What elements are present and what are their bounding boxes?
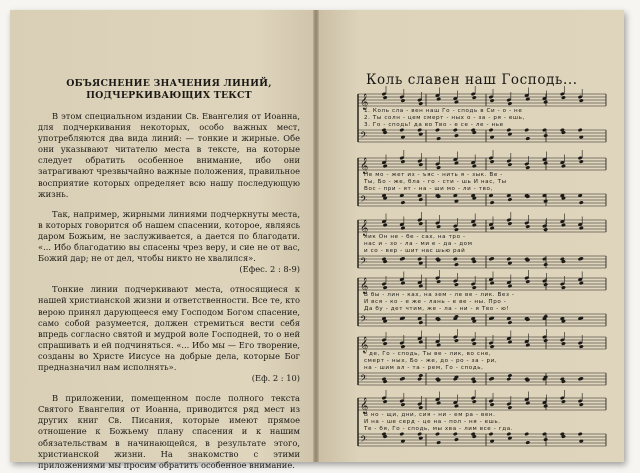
- lyric-line: 2. Ты солн - цем смерт - ных о - за - ря - ешь,: [364, 115, 525, 121]
- bass-note-head: [507, 261, 512, 265]
- treble-note-head: [525, 343, 530, 347]
- bass-clef-icon: 𝄢: [360, 373, 368, 386]
- treble-clef-icon: 𝄞: [360, 158, 369, 174]
- bass-note-head: [543, 133, 548, 137]
- hymn-title: Коль славен наш Господь...: [366, 72, 578, 88]
- treble-note-head: [525, 224, 530, 228]
- bass-note-head: [436, 136, 441, 140]
- bass-note-head: [418, 132, 423, 136]
- treble-note-head: [383, 95, 388, 99]
- bass-note-head: [454, 199, 459, 203]
- treble-note-head: [579, 402, 584, 406]
- treble-note-head: [472, 223, 477, 227]
- treble-note-head: [418, 284, 423, 288]
- treble-note-head: [525, 401, 530, 405]
- treble-note-head: [490, 159, 495, 163]
- bass-note-head: [400, 135, 405, 139]
- treble-note-head: [383, 164, 388, 168]
- treble-note-head: [383, 223, 388, 227]
- bass-note-head: [417, 257, 422, 261]
- lyric-line: на - шим ал - та - рем, Го - сподь,: [364, 365, 484, 371]
- lyric-line: В но - щи, дни, сия - ни - ем ра - вен.: [364, 412, 496, 418]
- lyric-line: лик Он не - бе - сах, на тро -: [364, 234, 466, 240]
- right-page: [316, 10, 624, 462]
- treble-note-head: [579, 281, 584, 285]
- treble-note-head: [454, 338, 459, 342]
- treble-clef-icon: 𝄞: [360, 278, 369, 294]
- bass-note-head: [543, 199, 548, 203]
- paragraph-3-reference: (Еф. 2 : 10): [251, 373, 300, 384]
- bass-note-head: [525, 136, 530, 140]
- lyric-line: Те - бя, Го - сподь, мы хва - лим все - гда.: [364, 426, 514, 432]
- bass-note-head: [436, 440, 441, 444]
- treble-note-head: [436, 343, 441, 347]
- paragraph-2-reference: (Ефес. 2 : 8-9): [239, 264, 300, 275]
- treble-clef-icon: 𝄞: [360, 220, 369, 236]
- bass-note-head: [418, 261, 423, 265]
- paragraph-4: В приложении, помещенном после полного текста Святого Евангелия от Иоанна, приводится ряд мест из других книг Св. Писания, которые имеют прямое отношение к Божьему плану спасения и к нашим обязательствам в начинающейся, в результате этого, христианской жизни. На знакомство с этими приложениями мы просим обратить особенное внимание.: [38, 393, 300, 470]
- bass-note-head: [400, 439, 405, 443]
- lyric-line: - де, Го - сподь, Ты ве - лик, во сне,: [364, 351, 492, 357]
- treble-note-head: [436, 401, 441, 405]
- treble-note-head: [454, 282, 459, 286]
- title-line-2: ПОДЧЕРКИВАЮЩИХ ТЕКСТ: [86, 90, 252, 101]
- treble-note-head: [561, 285, 566, 289]
- bass-clef-icon: 𝄢: [360, 130, 368, 143]
- page-title: [38, 78, 300, 102]
- bass-note-head: [507, 436, 512, 440]
- treble-note-head: [454, 227, 459, 231]
- paragraph-3: [38, 284, 300, 384]
- treble-note-head: [400, 402, 405, 406]
- treble-note-head: [507, 162, 512, 166]
- treble-note-head: [543, 338, 548, 342]
- treble-note-head: [490, 281, 495, 285]
- treble-note-head: [525, 165, 530, 169]
- lyric-line: нас и - зо - ла - ми е - да - дом: [364, 241, 473, 247]
- lyric-line: Не мо - жет из - ъяс - нить я - зык. Ве -: [364, 172, 503, 178]
- paragraph-2-text: Так, например, жирными линиями подчеркнуты места, в которых говорится об нашем спасении, которое, являясь даром Божьим, не заслуживается, а дается по благодати. «... Ибо благодатию вы спасены чрез веру, и сие не от вас, Божий дар; не от дел, чтобы никто не хвалился».: [38, 208, 300, 264]
- treble-note-head: [383, 399, 388, 403]
- treble-note-head: [561, 399, 566, 403]
- lyric-line: В бы - лин - ках, на зем - ле ве - лик. Вез -: [364, 292, 515, 298]
- treble-note-head: [579, 159, 584, 163]
- bass-note-head: [454, 133, 459, 137]
- bass-note-head: [507, 132, 512, 136]
- treble-note-head: [579, 98, 584, 102]
- bass-note-head: [507, 373, 512, 377]
- treble-note-head: [418, 101, 423, 105]
- bass-note-head: [400, 200, 405, 204]
- treble-note-head: [418, 221, 423, 225]
- treble-note-head: [561, 164, 566, 168]
- lyric-line: Вос - при - ят - на - ши мо - ли - тво,: [364, 186, 493, 192]
- treble-note-head: [507, 405, 512, 409]
- paragraph-2: [38, 209, 300, 276]
- bass-note-head: [418, 320, 423, 324]
- paragraph-3-text: Тонкие линии подчеркивают места, относящиеся к нашей христианской жизни и ответственности. Все те, кто верою принял дарующееся ему Господом Богом спасение, само собой разумеется, должен стремиться вести себя впредь согласно святой и мудрой воле Господней, то о ней спрашивать и ей подчиняться. «... Ибо мы — Его творение, созданы во Христе Иисусе на добрые дела, которые Бог предназначил нам исполнять».: [38, 284, 300, 372]
- bass-note-head: [543, 437, 548, 441]
- treble-note-head: [383, 341, 388, 345]
- bass-note-head: [490, 200, 495, 204]
- treble-note-head: [543, 282, 548, 286]
- treble-note-head: [490, 226, 495, 230]
- treble-clef-icon: 𝄞: [360, 398, 369, 414]
- bass-note-head: [418, 436, 423, 440]
- bass-note-head: [417, 377, 422, 381]
- treble-note-head: [490, 344, 495, 348]
- lyric-line: И на - ше серд - це на - пол - ня - ешь.: [364, 419, 501, 425]
- treble-note-head: [400, 226, 405, 230]
- treble-note-head: [561, 223, 566, 227]
- treble-note-head: [472, 341, 477, 345]
- bass-clef-icon: 𝄢: [360, 314, 368, 327]
- treble-note-head: [436, 165, 441, 169]
- bass-note-head: [418, 197, 423, 201]
- bass-clef-icon: 𝄢: [360, 256, 368, 269]
- treble-note-head: [436, 224, 441, 228]
- treble-note-head: [418, 162, 423, 166]
- treble-note-head: [507, 340, 512, 344]
- hymn-score: [330, 10, 620, 462]
- bass-note-head: [418, 373, 423, 377]
- treble-note-head: [400, 98, 405, 102]
- treble-note-head: [543, 100, 548, 104]
- treble-note-head: [543, 161, 548, 165]
- treble-note-head: [400, 281, 405, 285]
- treble-clef-icon: 𝄞: [360, 337, 369, 353]
- lyric-line: Да бу - дет чтим, же - ла - ни - я Тво - ю!: [364, 306, 510, 312]
- paragraph-1: В этом специальном издании Св. Евангелия от Иоанна, для подчеркивания некоторых, особо важных мест, употребляются два вида линий: — тонкие и жирные. Обе они указывают читателю места в тексте, на которые следует обратить особенное внимание, ибо они затрагивают чрезвычайно важные положения, правильное восприятие которых определяет всю нашу последующую жизнь.: [38, 111, 300, 199]
- treble-note-head: [400, 159, 405, 163]
- treble-note-head: [454, 100, 459, 104]
- treble-note-head: [436, 279, 441, 283]
- bass-note-head: [506, 257, 511, 261]
- bass-note-head: [454, 262, 459, 266]
- bass-note-head: [490, 439, 495, 443]
- lyric-line: 1. Коль сла - вен наш Го - сподь в Си - о - не: [364, 108, 523, 114]
- treble-note-head: [454, 161, 459, 165]
- treble-note-head: [507, 284, 512, 288]
- lyric-line: 3. Го - сподь! да во Тво - е се - ле - нье: [364, 122, 504, 128]
- treble-note-head: [561, 341, 566, 345]
- treble-note-head: [490, 98, 495, 102]
- treble-note-head: [561, 95, 566, 99]
- treble-note-head: [418, 405, 423, 409]
- treble-note-head: [490, 402, 495, 406]
- treble-clef-icon: 𝄞: [360, 94, 369, 110]
- lyric-line: И вся - ко - е же - лань - е ве - ны. Про -: [364, 299, 507, 305]
- bass-note-head: [506, 377, 511, 381]
- book-gutter: [313, 10, 319, 462]
- bass-note-head: [543, 262, 548, 266]
- treble-note-head: [383, 285, 388, 289]
- treble-note-head: [418, 340, 423, 344]
- bass-note-head: [454, 437, 459, 441]
- bass-clef-icon: 𝄢: [360, 194, 368, 207]
- lyric-line: и со - вер - шит нас шью рай: [364, 248, 466, 254]
- treble-note-head: [436, 97, 441, 101]
- treble-note-head: [472, 399, 477, 403]
- treble-note-head: [400, 344, 405, 348]
- treble-note-head: [525, 279, 530, 283]
- left-page-text: [38, 78, 300, 471]
- bass-note-head: [507, 320, 512, 324]
- bass-note-head: [579, 135, 584, 139]
- lyric-line: Ты, Бо - же, бла - го - сти - шь И нас, Ты: [364, 179, 507, 185]
- lyric-line: смерт - ных, Бо - же, до - ро - за - ри,: [364, 358, 498, 364]
- bass-note-head: [507, 197, 512, 201]
- bass-note-head: [525, 440, 530, 444]
- treble-note-head: [472, 164, 477, 168]
- bass-clef-icon: 𝄢: [360, 434, 368, 447]
- bass-note-head: [579, 439, 584, 443]
- left-page: [10, 10, 316, 470]
- treble-note-head: [454, 404, 459, 408]
- treble-note-head: [525, 97, 530, 101]
- bass-note-head: [490, 135, 495, 139]
- open-booklet: [10, 10, 624, 470]
- bass-note-head: [453, 257, 458, 261]
- treble-note-head: [507, 101, 512, 105]
- treble-note-head: [543, 404, 548, 408]
- treble-note-head: [472, 95, 477, 99]
- treble-note-head: [579, 344, 584, 348]
- bass-note-head: [579, 200, 584, 204]
- treble-note-head: [543, 227, 548, 231]
- treble-note-head: [579, 226, 584, 230]
- title-line-1: ОБЪЯСНЕНИЕ ЗНАЧЕНИЯ ЛИНИЙ,: [66, 78, 272, 89]
- treble-note-head: [507, 221, 512, 225]
- treble-note-head: [472, 285, 477, 289]
